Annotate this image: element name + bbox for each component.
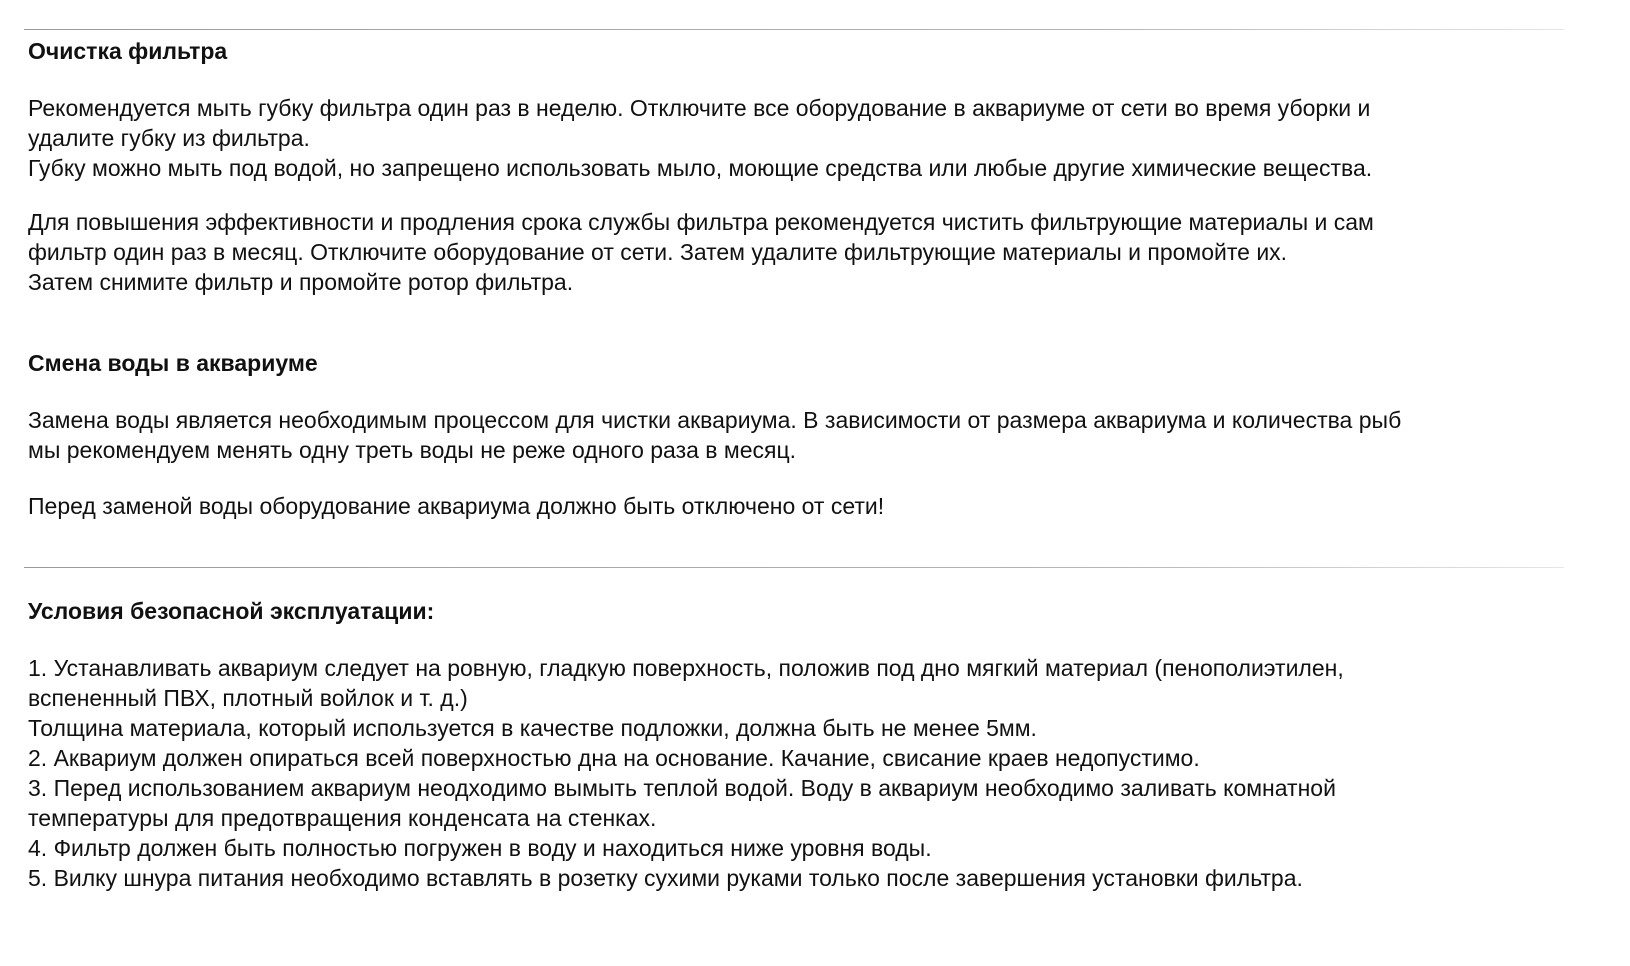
text-line: Губку можно мыть под водой, но запрещено использовать мыло, моющие средства или любые другие химические вещества. (28, 155, 1373, 181)
text-line: Замена воды является необходимым процессом для чистки аквариума. В зависимости от размера аквариума и количества рыб (28, 407, 1402, 433)
list-item: вспененный ПВХ, плотный войлок и т. д.) (28, 685, 468, 711)
middle-divider (24, 567, 1564, 568)
top-divider (24, 29, 1564, 30)
water-change-paragraph-1 (28, 405, 1628, 465)
list-item: 2. Аквариум должен опираться всей поверхностью дна на основание. Качание, свисание краев недопустимо. (28, 745, 1200, 771)
section-title-water-change: Смена воды в аквариуме (28, 350, 318, 376)
list-item: температуры для предотвращения конденсата на стенках. (28, 805, 657, 831)
section-title-filter-cleaning: Очистка фильтра (28, 38, 228, 64)
text-line: мы рекомендуем менять одну треть воды не реже одного раза в месяц. (28, 437, 797, 463)
list-item: Толщина материала, который используется в качестве подложки, должна быть не менее 5мм. (28, 715, 1037, 741)
text-line: фильтр один раз в месяц. Отключите оборудование от сети. Затем удалите фильтрующие материалы и промойте их. (28, 239, 1288, 265)
filter-cleaning-paragraph-2 (28, 207, 1628, 297)
text-line: Затем снимите фильтр и промойте ротор фильтра. (28, 269, 574, 295)
water-change-paragraph-2 (28, 491, 1628, 521)
text-line: Перед заменой воды оборудование аквариума должно быть отключено от сети! (28, 493, 885, 519)
text-line: Для повышения эффективности и продления срока службы фильтра рекомендуется чистить фильтрующие материалы и сам (28, 209, 1374, 235)
list-item: 1. Устанавливать аквариум следует на ровную, гладкую поверхность, положив под дно мягкий материал (пенополиэтилен, (28, 655, 1344, 681)
list-item: 4. Фильтр должен быть полностью погружен в воду и находиться ниже уровня воды. (28, 835, 932, 861)
list-item: 5. Вилку шнура питания необходимо вставлять в розетку сухими руками только после завершения установки фильтра. (28, 865, 1303, 891)
text-line: удалите губку из фильтра. (28, 125, 310, 151)
filter-cleaning-paragraph-1 (28, 93, 1628, 183)
text-line: Рекомендуется мыть губку фильтра один раз в неделю. Отключите все оборудование в аквариуме от сети во время уборки и (28, 95, 1371, 121)
section-title-safety: Условия безопасной эксплуатации: (28, 598, 435, 624)
list-item: 3. Перед использованием аквариум неодходимо вымыть теплой водой. Воду в аквариум необходимо заливать комнатной (28, 775, 1336, 801)
safety-list (28, 653, 1628, 893)
